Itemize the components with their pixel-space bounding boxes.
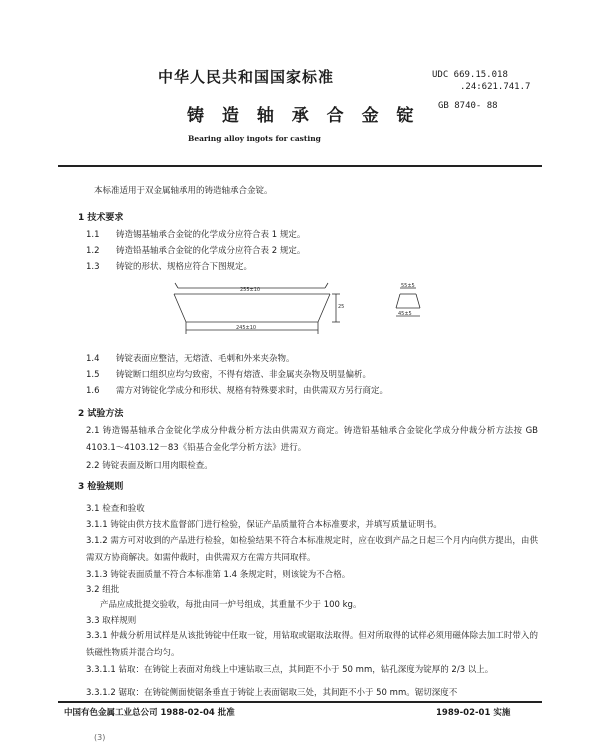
udc-code-line1: UDC 669.15.018 bbox=[432, 70, 508, 80]
clause-text: 铸锭断口组织应均匀致密，不得有熔渣、非金属夹杂物及明显偏析。 bbox=[116, 370, 372, 380]
english-title: Bearing alloy ingots for casting bbox=[188, 134, 321, 143]
clause-1-5 bbox=[86, 368, 371, 380]
clause-1-6 bbox=[86, 384, 388, 396]
page-number: (3) bbox=[94, 733, 106, 742]
clause-text: 铸锭的形状、规格应符合下图规定。 bbox=[116, 262, 253, 272]
clause-text: 铸造铅基轴承合金锭的化学成分应符合表 2 规定。 bbox=[116, 246, 306, 256]
standard-name: 中华人民共和国国家标准 bbox=[158, 68, 335, 86]
dim-height: 25 bbox=[338, 304, 345, 310]
intro-text: 本标准适用于双金属轴承用的铸造轴承合金锭。 bbox=[94, 186, 273, 196]
clause-3-1-2: 3.1.2 需方可对收到的产品进行检验，如检验结果不符合本标准规定时，应在收到产品之日起三个月内向供方提出，由供需双方协商解决。如需仲裁时，由供需双方在需方共同取样。 bbox=[86, 536, 538, 563]
clause-number: 1.6 bbox=[86, 386, 100, 396]
clause-3-2-text: 产品应成批提交验收，每批由同一炉号组成，其重量不少于 100 kg。 bbox=[100, 600, 362, 610]
section-3-heading: 3 检验规则 bbox=[78, 482, 124, 492]
document-title: 铸 造 轴 承 合 金 锭 bbox=[187, 106, 420, 126]
dim-side-bottom: 45±5 bbox=[398, 311, 412, 317]
clause-3-1: 3.1 检查和验收 bbox=[86, 504, 145, 514]
clause-3-1-1: 3.1.1 铸锭由供方技术监督部门进行检验，保证产品质量符合本标准要求，并填写质量证明书。 bbox=[86, 520, 442, 530]
clause-3-3-1: 3.3.1 仲裁分析用试样是从该批铸锭中任取一锭，用钻取或锯取法取得。但对所取得的试样必须用磁体除去加工时带入的铁磁性物质并混合均匀。 bbox=[86, 631, 538, 658]
dim-top-length: 255±10 bbox=[240, 287, 261, 293]
footer-divider bbox=[58, 701, 542, 703]
clause-1-1 bbox=[86, 228, 305, 240]
clause-3-3-1-2: 3.3.1.2 锯取：在铸锭侧面使锯条垂直于铸锭上表面锯取三处，其间距不小于 50 mm。锯切深度不 bbox=[86, 688, 458, 698]
clause-2-1: 2.1 铸造锡基轴承合金锭化学成分仲裁分析方法由供需双方商定。铸造铅基轴承合金锭化学成分仲裁分析方法按 GB 4103.1～4103.12－83《铅基合金化学分析方法》进行。 bbox=[86, 426, 538, 453]
clause-3-1-3: 3.1.3 铸锭表面质量不符合本标准第 1.4 条规定时，则该锭为不合格。 bbox=[86, 570, 351, 580]
clause-number: 1.1 bbox=[86, 230, 100, 240]
clause-1-3 bbox=[86, 260, 252, 272]
clause-3-3-1-1: 3.3.1.1 钻取：在铸锭上表面对角线上中速钻取三点，其间距不小于 50 mm，钻孔深度为锭厚的 2/3 以上。 bbox=[86, 665, 494, 675]
udc-code-line2: .24:621.741.7 bbox=[460, 82, 531, 92]
header-divider bbox=[58, 165, 542, 167]
clause-text: 铸造锡基轴承合金锭的化学成分应符合表 1 规定。 bbox=[116, 230, 306, 240]
approval-note: 中国有色金属工业总公司 1988-02-04 批准 bbox=[64, 708, 235, 718]
clause-number: 1.5 bbox=[86, 370, 100, 380]
clause-1-4 bbox=[86, 352, 295, 364]
clause-number: 1.2 bbox=[86, 246, 100, 256]
clause-text: 铸锭表面应整洁，无熔渣、毛刺和外来夹杂物。 bbox=[116, 354, 295, 364]
clause-3-3: 3.3 取样规则 bbox=[86, 616, 137, 626]
section-1-heading: 1 技术要求 bbox=[78, 213, 124, 223]
clause-number: 1.4 bbox=[86, 354, 100, 364]
clause-1-2 bbox=[86, 244, 305, 256]
dim-side-top: 55±5 bbox=[401, 283, 415, 289]
gb-number: GB 8740- 88 bbox=[438, 101, 498, 111]
clause-3-2: 3.2 组批 bbox=[86, 585, 120, 595]
dim-bottom-length: 245±10 bbox=[236, 325, 257, 331]
clause-number: 1.3 bbox=[86, 262, 100, 272]
implementation-date: 1989-02-01 实施 bbox=[436, 708, 511, 718]
ingot-shape-figure bbox=[170, 280, 440, 342]
clause-2-2: 2.2 铸锭表面及断口用肉眼检查。 bbox=[86, 461, 213, 471]
section-2-heading: 2 试验方法 bbox=[78, 409, 124, 419]
clause-text: 需方对铸锭化学成分和形状、规格有特殊要求时，由供需双方另行商定。 bbox=[116, 386, 389, 396]
